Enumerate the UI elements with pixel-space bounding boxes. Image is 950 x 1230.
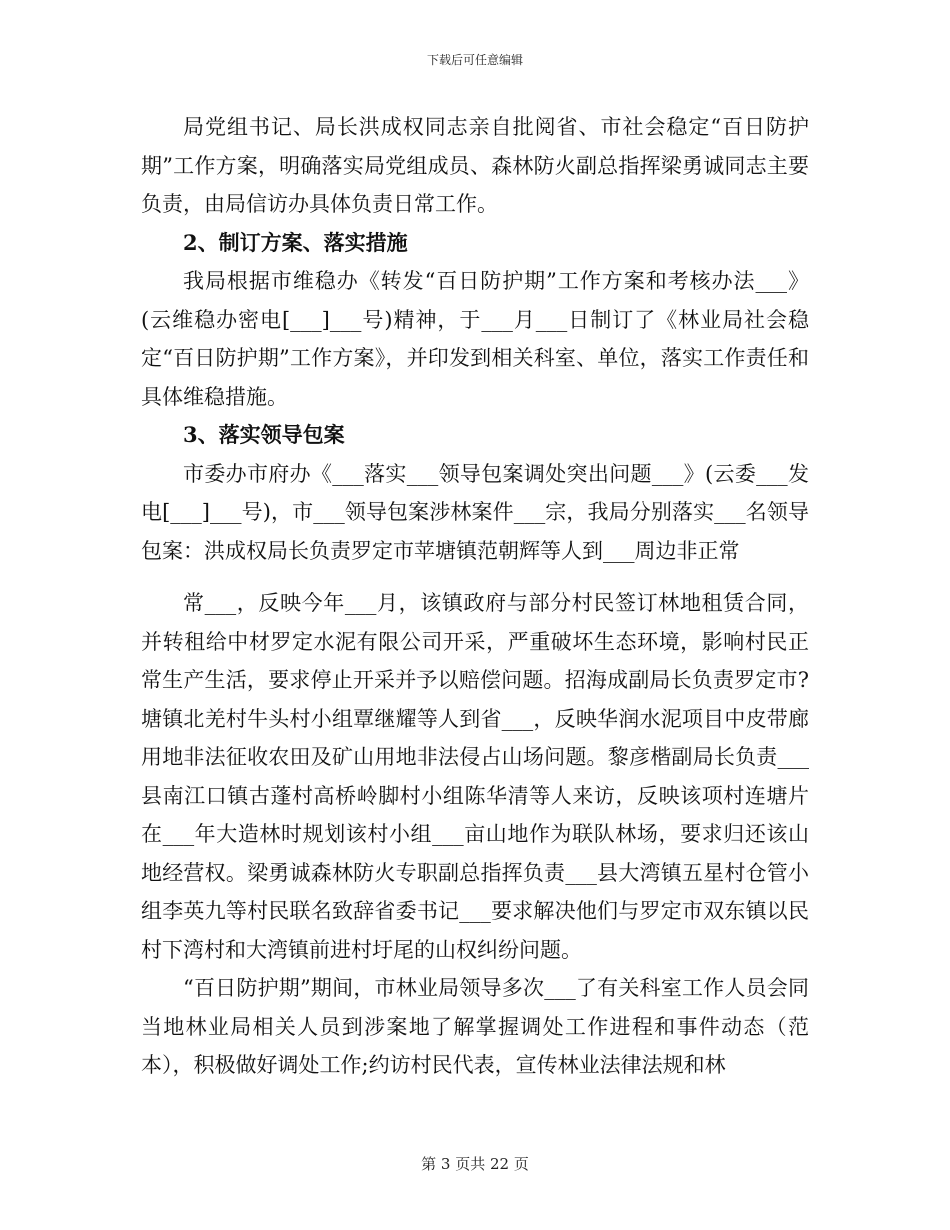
paragraph-gap (141, 570, 809, 584)
paragraph: “百日防护期”期间，市林业局领导多次___了有关科室工作人员会同当地林业局相关人员到涉案地了解掌握调处工作进程和事件动态（范本），积极做好调处工作;约访村民代表，宣传林业法律法规和林 (141, 976, 809, 1077)
paragraph: 我局根据市维稳办《转发“百日防护期”工作方案和考核办法___》(云维稳办密电[___]___号)精神，于___月___日制订了《林业局社会稳定“百日防护期”工作方案》，并印发到相关科室、单位，落实工作责任和具体维稳措施。 (141, 269, 809, 409)
document-body (141, 108, 809, 1085)
paragraph: 局党组书记、局长洪成权同志亲自批阅省、市社会稳定“百日防护期”工作方案，明确落实局党组成员、森林防火副总指挥梁勇诚同志主要负责，由局信访办具体负责日常工作。 (141, 115, 809, 216)
paragraph: 常___，反映今年___月，该镇政府与部分村民签订林地租赁合同，并转租给中材罗定水泥有限公司开采，严重破坏生态环境，影响村民正常生产生活，要求停止开采并予以赔偿问题。招海成副局长负责罗定市?塘镇北羌村牛头村小组覃继耀等人到省___，反映华润水泥项目中皮带廊用地非法征收农田及矿山用地非法侵占山场问题。黎彦楷副局长负责___县南江口镇古蓬村高桥岭脚村小组陈华清等人来访，反映该项村连塘片在___年大造林时规划该村小组___亩山地作为联队林场，要求归还该山地经营权。梁勇诚森林防火专职副总指挥负责___县大湾镇五星村仓管小组李英九等村民联名致辞省委书记___要求解决他们与罗定市双东镇以民村下湾村和大湾镇前进村圩尾的山权纠纷问题。 (141, 591, 809, 962)
page-header: 下载后可任意编辑 (426, 53, 523, 67)
section-heading: 3、落实领导包案 (183, 422, 345, 447)
section-heading: 2、制订方案、落实措施 (183, 229, 408, 255)
page-footer: 第 3 页共 22 页 (421, 1155, 529, 1173)
paragraph: 市委办市府办《___落实___领导包案调处突出问题___》(云委___发电[___]___号)，市___领导包案涉林案件___宗，我局分别落实___名领导包案：洪成权局长负责罗定市苹塘镇范朝辉等人到___周边非正常 (141, 461, 809, 563)
